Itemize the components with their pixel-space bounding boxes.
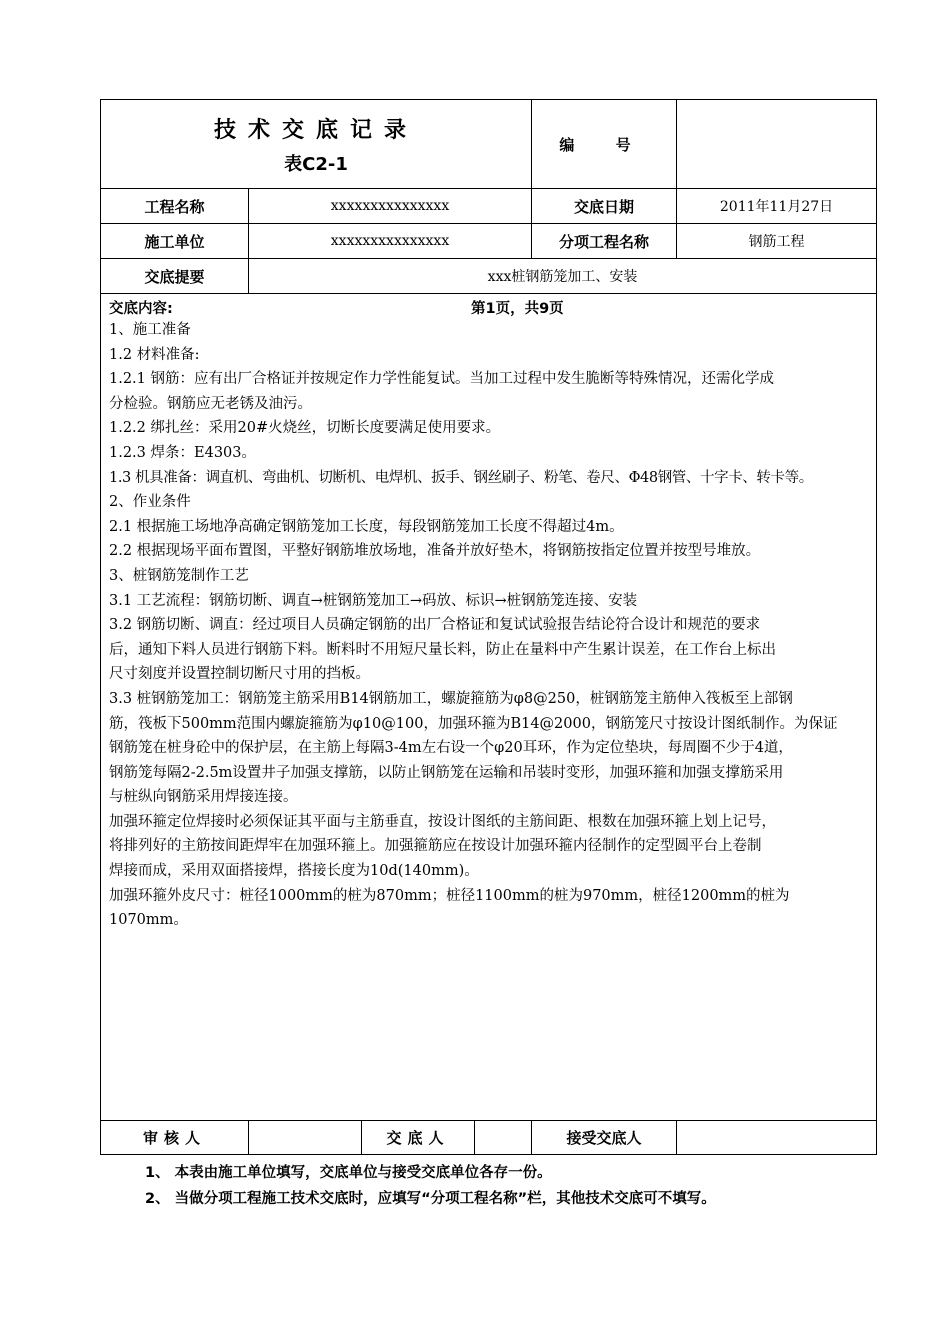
footnotes	[145, 1160, 716, 1212]
subproject-label: 分项工程名称	[532, 224, 677, 259]
content-line: 筋，筏板下500mm范围内螺旋箍筋为φ10@100，加强环箍为B14@2000，钢筋笼尺寸按设计图纸制作。为保证	[109, 715, 838, 732]
subproject-value[interactable]: 钢筋工程	[677, 224, 877, 259]
unit-value[interactable]: xxxxxxxxxxxxxxx	[249, 224, 532, 259]
content-header	[109, 294, 868, 318]
content-line: 2.2 根据现场平面布置图，平整好钢筋堆放场地，准备并放好垫木，将钢筋按指定位置并按型号堆放。	[109, 543, 761, 560]
content-line: 钢筋笼每隔2-2.5m设置井子加强支撑筋，以防止钢筋笼在运输和吊装时变形，加强环箍和加强支撑筋采用	[109, 764, 784, 781]
form-table	[100, 99, 877, 1155]
footnote-2: 2、 当做分项工程施工技术交底时，应填写“分项工程名称”栏，其他技术交底可不填写。	[145, 1191, 716, 1207]
content-line: 1、施工准备	[109, 322, 191, 338]
content-line: 2.1 根据施工场地净高确定钢筋笼加工长度，每段钢筋笼加工长度不得超过4m。	[109, 518, 624, 535]
reviewer-value[interactable]	[249, 1121, 362, 1155]
content-line: 分检验。钢筋应无老锈及油污。	[109, 395, 312, 412]
form-number: 表C2-1	[284, 153, 348, 175]
content-line: 加强环箍定位焊接时必须保证其平面与主筋垂直，按设计图纸的主筋间距、根数在加强环箍上划上记号，	[109, 813, 776, 830]
content-line: 3.2 钢筋切断、调直：经过项目人员确定钢筋的出厂合格证和复试试验报告结论符合设计和规范的要求	[109, 617, 761, 634]
discloser-value[interactable]	[475, 1121, 532, 1155]
content-line: 与桩纵向钢筋采用焊接连接。	[109, 789, 298, 806]
number-value[interactable]	[677, 100, 877, 189]
content-line: 焊接而成，采用双面搭接焊，搭接长度为10d(140mm)。	[109, 863, 479, 880]
receiver-value[interactable]	[677, 1121, 877, 1155]
content-line: 1.3 机具准备：调直机、弯曲机、切断机、电焊机、扳手、钢丝刷子、粉笔、卷尺、Φ48钢管、十字卡、转卡等。	[109, 469, 813, 486]
footnote-1: 1、 本表由施工单位填写，交底单位与接受交底单位各存一份。	[145, 1165, 552, 1181]
receiver-label-cell	[532, 1121, 677, 1155]
project-name-label: 工程名称	[101, 189, 249, 224]
content-line: 加强环箍外皮尺寸：桩径1000mm的桩为870mm；桩径1100mm的桩为970mm，桩径1200mm的桩为1070mm。	[109, 887, 790, 929]
content-line: 1.2.3 焊条：E4303。	[109, 444, 256, 461]
content-line: 尺寸刻度并设置控制切断尺寸用的挡板。	[109, 666, 370, 683]
content-line: 钢筋笼在桩身砼中的保护层，在主筋上每隔3-4m左右设一个φ20耳环，作为定位垫块，每周圈不少于4道，	[109, 740, 793, 757]
page-title: 技术交底记录	[214, 117, 419, 143]
number-label: 编 号	[532, 100, 677, 189]
content-line: 后，通知下料人员进行钢筋下料。断料时不用短尺量长料，防止在量料中产生累计误差，在工作台上标出	[109, 641, 776, 658]
technical-disclosure-form	[100, 99, 876, 1155]
title-cell	[101, 100, 532, 189]
date-label: 交底日期	[532, 189, 677, 224]
content-line: 2、作业条件	[109, 494, 191, 511]
content-cell	[101, 294, 877, 1121]
summary-label: 交底提要	[101, 259, 249, 294]
reviewer-label: 审核人	[101, 1121, 249, 1155]
content-label: 交底内容:	[109, 301, 173, 317]
summary-value[interactable]: xxx桩钢筋笼加工、安装	[249, 259, 877, 294]
page-info: 第1页，共9页	[471, 301, 564, 317]
content-line: 3、桩钢筋笼制作工艺	[109, 567, 249, 584]
receiver-label: 接受交底人	[566, 1129, 642, 1147]
content-line: 1.2.1 钢筋：应有出厂合格证并按规定作力学性能复试。当加工过程中发生脆断等特殊情况，还需化学成	[109, 371, 774, 388]
content-line: 3.3 桩钢筋笼加工：钢筋笼主筋采用B14钢筋加工，螺旋箍筋为φ8@250，桩钢筋笼主筋伸入筏板至上部钢	[109, 690, 793, 707]
unit-label: 施工单位	[101, 224, 249, 259]
discloser-label: 交底人	[362, 1121, 475, 1155]
content-line: 1.2 材料准备:	[109, 346, 200, 363]
date-value[interactable]: 2011年11月27日	[677, 189, 877, 224]
project-name-value[interactable]: xxxxxxxxxxxxxxx	[249, 189, 532, 224]
content-line: 3.1 工艺流程：钢筋切断、调直→桩钢筋笼加工→码放、标识→桩钢筋笼连接、安装	[109, 592, 638, 609]
content-line: 将排列好的主筋按间距焊牢在加强环箍上。加强箍筋应在按设计加强环箍内径制作的定型圆平台上卷制	[109, 838, 762, 855]
content-line: 1.2.2 绑扎丝：采用20#火烧丝，切断长度要满足使用要求。	[109, 420, 501, 437]
